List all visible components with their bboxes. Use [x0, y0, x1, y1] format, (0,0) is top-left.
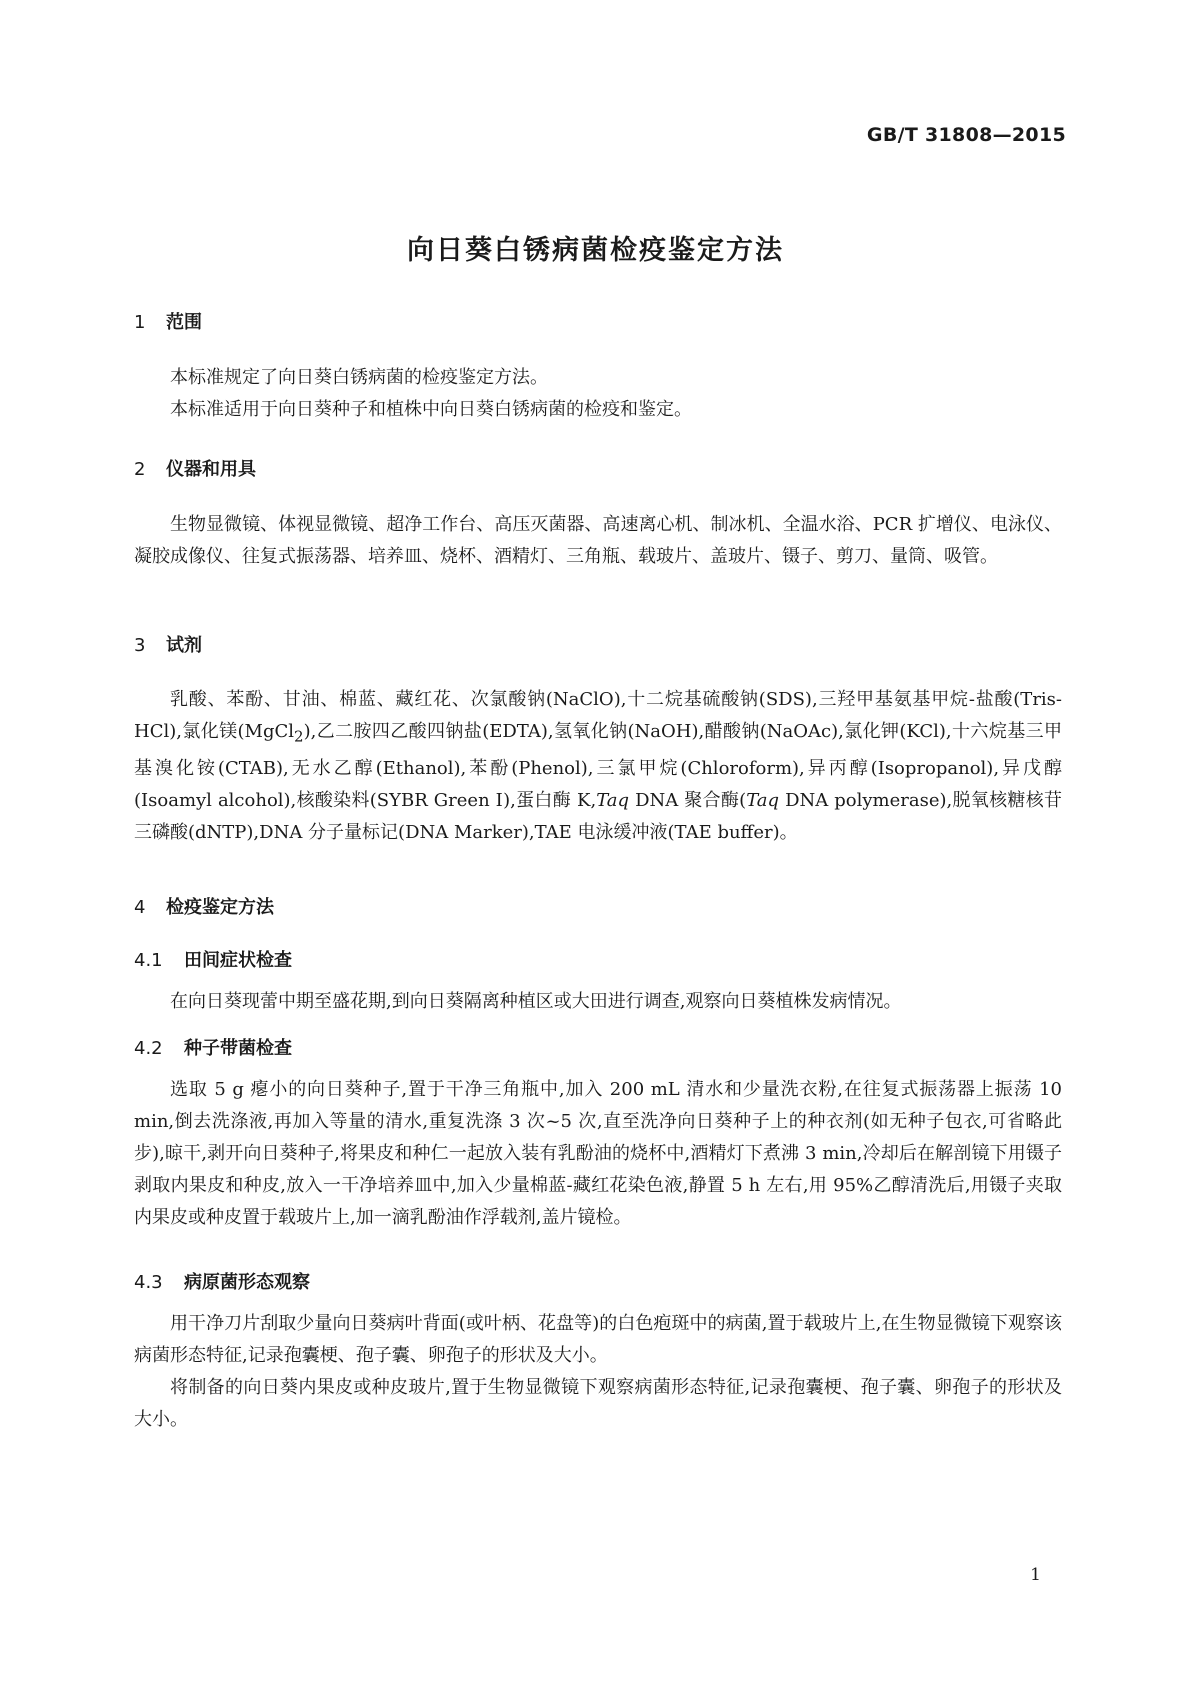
paragraph: 本标准适用于向日葵种子和植株中向日葵白锈病菌的检疫和鉴定。 [170, 399, 692, 420]
subscript: 2 [294, 727, 304, 746]
section-4-3-heading [134, 1268, 310, 1294]
section-number: 2 [134, 459, 146, 480]
paragraph: 本标准规定了向日葵白锈病菌的检疫鉴定方法。 [170, 367, 548, 388]
text-run: 乳酸、苯酚、甘油、棉蓝、藏红花、次氯酸钠(NaClO),十二烷基硫酸钠(SDS),三羟甲基氨基甲烷-盐酸(Tris-HCl),氯化镁(MgCl [134, 689, 1062, 742]
section-title: 检疫鉴定方法 [166, 897, 274, 918]
standard-number: GB/T 31808—2015 [866, 124, 1066, 146]
paragraph: 将制备的向日葵内果皮或种皮玻片,置于生物显微镜下观察病菌形态特征,记录孢囊梗、孢子囊、卵孢子的形状及大小。 [134, 1377, 1062, 1430]
italic-term: Taq [746, 789, 780, 811]
section-title: 试剂 [166, 635, 202, 656]
text-run: ),乙二胺四乙酸四钠盐(EDTA),氢氧化钠(NaOH),醋酸钠(NaOAc),氯化钾(KCl),十六烷基三甲基溴化铵(CTAB),无水乙醇(Ethanol),苯酚(Phenol),三氯甲烷(Chloroform),异丙醇(Isopropanol),异戊醇(Isoamyl alcohol),核酸染料(SYBR Green Ⅰ),蛋白酶 K, [134, 721, 1062, 811]
document-title: 向日葵白锈病菌检疫鉴定方法 [407, 235, 784, 266]
section-1-heading [134, 308, 202, 334]
page-number: 1 [1030, 1565, 1041, 1585]
paragraph: 用干净刀片刮取少量向日葵病叶背面(或叶柄、花盘等)的白色疱斑中的病菌,置于载玻片上,在生物显微镜下观察该病菌形态特征,记录孢囊梗、孢子囊、卵孢子的形状及大小。 [134, 1313, 1062, 1366]
section-title: 种子带菌检查 [184, 1038, 292, 1059]
paragraph: 生物显微镜、体视显微镜、超净工作台、高压灭菌器、高速离心机、制冰机、全温水浴、PCR 扩增仪、电泳仪、凝胶成像仪、往复式振荡器、培养皿、烧杯、酒精灯、三角瓶、载玻片、盖玻片、镊子、剪刀、量筒、吸管。 [134, 514, 1062, 567]
section-number: 4.1 [134, 950, 163, 971]
section-4-heading [134, 893, 274, 919]
paragraph: 在向日葵现蕾中期至盛花期,到向日葵隔离种植区或大田进行调查,观察向日葵植株发病情况。 [170, 991, 902, 1012]
paragraph [134, 684, 1062, 849]
section-title: 病原菌形态观察 [184, 1272, 310, 1293]
section-number: 4.2 [134, 1038, 163, 1059]
section-number: 3 [134, 635, 146, 656]
section-title: 田间症状检查 [184, 950, 292, 971]
section-4-1-heading [134, 946, 292, 972]
section-title: 范围 [166, 312, 202, 333]
section-number: 4 [134, 897, 146, 918]
text-run: DNA 聚合酶( [629, 789, 747, 811]
text-run: DNA polymerase),脱氧核糖核苷三磷酸(dNTP),DNA 分子量标记(DNA Marker),TAE 电泳缓冲液(TAE buffer)。 [134, 789, 1063, 843]
section-number: 4.3 [134, 1272, 163, 1293]
section-title: 仪器和用具 [166, 459, 256, 480]
section-number: 1 [134, 312, 146, 333]
section-2-heading [134, 455, 256, 481]
section-3-heading [134, 631, 202, 657]
section-4-2-heading [134, 1034, 292, 1060]
paragraph: 选取 5 g 瘪小的向日葵种子,置于干净三角瓶中,加入 200 mL 清水和少量洗衣粉,在往复式振荡器上振荡 10 min,倒去洗涤液,再加入等量的清水,重复洗涤 3 次~5 次,直至洗净向日葵种子上的种衣剂(如无种子包衣,可省略此步),晾干,剥开向日葵种子,将果皮和种仁一起放入装有乳酚油的烧杯中,酒精灯下煮沸 3 min,冷却后在解剖镜下用镊子剥取内果皮和种皮,放入一干净培养皿中,加入少量棉蓝-藏红花染色液,静置 5 h 左右,用 95%乙醇清洗后,用镊子夹取内果皮或种皮置于载玻片上,加一滴乳酚油作浮载剂,盖片镜检。 [134, 1079, 1062, 1228]
italic-term: Taq [596, 789, 630, 811]
